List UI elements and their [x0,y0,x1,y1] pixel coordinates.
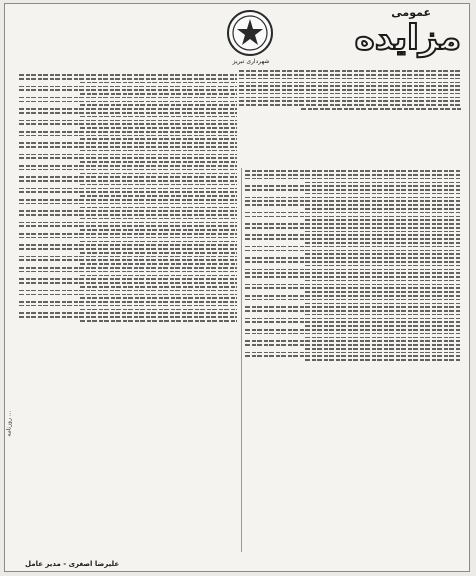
auction-item-text-line [19,271,237,273]
auction-item-text-line [19,101,237,103]
logo-caption: شهرداری تبریز [232,58,270,65]
auction-item-text-line [19,86,237,88]
intro-text-line [239,93,461,95]
ad-header [5,4,469,70]
auction-item [245,284,461,293]
municipality-logo [227,10,273,56]
auction-item [19,301,237,310]
intro-text-line [239,70,461,72]
auction-item [245,340,461,349]
auction-item-text-line [245,306,461,308]
auction-item-text-line [19,120,237,122]
auction-item-text-line [305,280,461,282]
auction-item-text-line [80,104,237,106]
auction-item-text-line [80,161,237,163]
auction-item [19,97,237,106]
auction-item-text-line [305,314,461,316]
auction-item [245,212,461,221]
auction-item-text-line [80,263,237,265]
auction-item [245,318,461,327]
auction-item-text-line [80,184,237,186]
auction-item [245,234,461,243]
newspaper-ad-page [4,3,470,572]
auction-item-text-line [19,259,237,261]
auction-item-text-line [245,299,461,301]
auction-item [245,170,461,183]
auction-item-text-line [19,154,237,156]
auction-item-text-line [245,223,461,225]
auction-item [19,290,237,299]
auction-item [19,233,237,242]
auction-item-text-line [19,278,237,280]
side-text: روزنامه ... [5,410,13,437]
auction-item-text-line [19,305,237,307]
auction-item-text-line [19,142,237,144]
auction-item-text-line [19,188,237,190]
auction-item-text-line [245,170,461,172]
auction-item-text-line [305,253,461,255]
auction-item-text-line [80,93,237,95]
auction-item-text-line [245,238,461,240]
auction-item-text-line [19,225,237,227]
auction-item [19,244,237,253]
auction-item-text-line [80,195,237,197]
auction-item-text-line [80,218,237,220]
auction-item-text-line [19,176,237,178]
auction-item-text-line [19,191,237,193]
auction-item-text-line [305,337,461,339]
auction-badge [354,6,463,66]
auction-item-text-line [305,242,461,244]
auction-item [19,154,237,163]
left-column [19,72,237,324]
auction-item-text-line [19,267,237,269]
auction-item-text-line [245,216,461,218]
auction-item-text-line [19,165,237,167]
auction-item [19,222,237,231]
auction-item [245,329,461,338]
auction-item [19,120,237,129]
auction-item-text-line [245,355,461,357]
auction-item-text-line [245,212,461,214]
auction-item-text-line [80,320,237,322]
auction-item-text-line [80,173,237,175]
auction-item-text-line [80,150,237,152]
intro-paragraph [239,68,461,110]
auction-item [19,131,237,140]
auction-item-text-line [305,303,461,305]
auction-item [19,86,237,95]
auction-item-text-line [80,241,237,243]
intro-text-line [239,82,461,84]
intro-text-line [239,97,461,99]
right-column [245,168,461,363]
auction-item-text-line [19,78,237,80]
auction-item-text-line [305,193,461,195]
auction-item-text-line [19,135,237,137]
auction-item-text-line [245,185,461,187]
auction-item [245,269,461,282]
auction-item-text-line [19,157,237,159]
auction-item-text-line [245,318,461,320]
auction-item-text-line [80,229,237,231]
auction-item [19,142,237,151]
auction-item-text-line [19,112,237,114]
intro-text-line [239,89,461,91]
badge-subtitle: عمومی [391,6,431,19]
auction-item [19,312,237,321]
municipality-emblem-icon [229,12,271,54]
auction-item-text-line [80,297,237,299]
auction-item [245,352,461,361]
intro-text-line [239,78,461,80]
auction-item [19,278,237,287]
auction-item-text-line [245,352,461,354]
auction-item-text-line [80,252,237,254]
auction-item-text-line [245,276,461,278]
auction-item-text-line [245,272,461,274]
auction-item-text-line [19,316,237,318]
auction-item [245,197,461,210]
auction-item [245,246,461,255]
auction-item-text-line [245,250,461,252]
auction-item-text-line [19,123,237,125]
auction-item-text-line [305,208,461,210]
auction-item-text-line [245,178,461,180]
auction-item-text-line [19,312,237,314]
auction-item [19,267,237,276]
auction-item-text-line [245,261,461,263]
auction-item [19,108,237,117]
auction-item-text-line [245,227,461,229]
auction-item [245,223,461,232]
auction-item-text-line [245,340,461,342]
auction-item-text-line [19,210,237,212]
auction-item-text-line [245,246,461,248]
auction-item-text-line [19,203,237,205]
auction-item-text-line [245,174,461,176]
auction-item-text-line [305,348,461,350]
auction-item [19,210,237,219]
auction-item-text-line [80,286,237,288]
auction-item-text-line [80,275,237,277]
auction-item-text-line [19,282,237,284]
auction-item-text-line [245,284,461,286]
auction-item-text-line [19,199,237,201]
auction-item-text-line [245,333,461,335]
auction-item [19,199,237,208]
auction-item-text-line [245,197,461,199]
auction-item [245,185,461,194]
auction-item-text-line [19,180,237,182]
intro-text-line [239,100,461,102]
auction-item-text-line [19,237,237,239]
auction-item-text-line [245,287,461,289]
auction-item-text-line [19,146,237,148]
auction-item-text-line [245,189,461,191]
auction-item-text-line [80,138,237,140]
side-strip [5,294,15,570]
badge-title: مزایده [354,18,461,58]
auction-item-text-line [19,74,237,76]
intro-text-line [239,74,461,76]
auction-item [19,165,237,174]
auction-item-text-line [19,256,237,258]
auction-item-text-line [305,265,461,267]
auction-item-text-line [305,325,461,327]
auction-item-text-line [19,169,237,171]
auction-item [19,188,237,197]
auction-item-text-line [19,214,237,216]
auction-item-text-line [80,82,237,84]
auction-item-text-line [19,97,237,99]
auction-item-text-line [305,359,461,361]
auction-item-text-line [19,108,237,110]
auction-item-text-line [245,200,461,202]
signature: علیرضا اصغری - مدیر عامل [25,560,120,568]
auction-item-text-line [245,344,461,346]
auction-item-text-line [305,182,461,184]
auction-item-text-line [245,204,461,206]
auction-item-text-line [19,248,237,250]
auction-item-text-line [80,309,237,311]
auction-item [245,306,461,315]
auction-item-text-line [245,234,461,236]
auction-item-text-line [245,329,461,331]
auction-item-text-line [305,291,461,293]
auction-item-text-line [305,219,461,221]
auction-item [19,256,237,265]
auction-item-text-line [19,222,237,224]
auction-item-text-line [245,295,461,297]
auction-item [245,257,461,266]
auction-item-text-line [19,301,237,303]
auction-item-text-line [245,321,461,323]
auction-item-text-line [19,131,237,133]
auction-item-text-line [80,207,237,209]
auction-item-text-line [80,116,237,118]
auction-item-text-line [245,257,461,259]
auction-item [19,176,237,185]
auction-item-text-line [19,294,237,296]
intro-text-line [239,85,461,87]
auction-item-text-line [19,290,237,292]
auction-item-text-line [245,310,461,312]
auction-item-text-line [19,233,237,235]
column-divider [241,168,242,552]
auction-item [245,295,461,304]
intro-text-line [239,104,461,106]
auction-item-text-line [19,244,237,246]
intro-text-line [301,108,461,110]
auction-item-text-line [245,269,461,271]
auction-item-text-line [305,231,461,233]
auction-item-text-line [80,127,237,129]
auction-item [19,74,237,83]
auction-item-text-line [19,89,237,91]
